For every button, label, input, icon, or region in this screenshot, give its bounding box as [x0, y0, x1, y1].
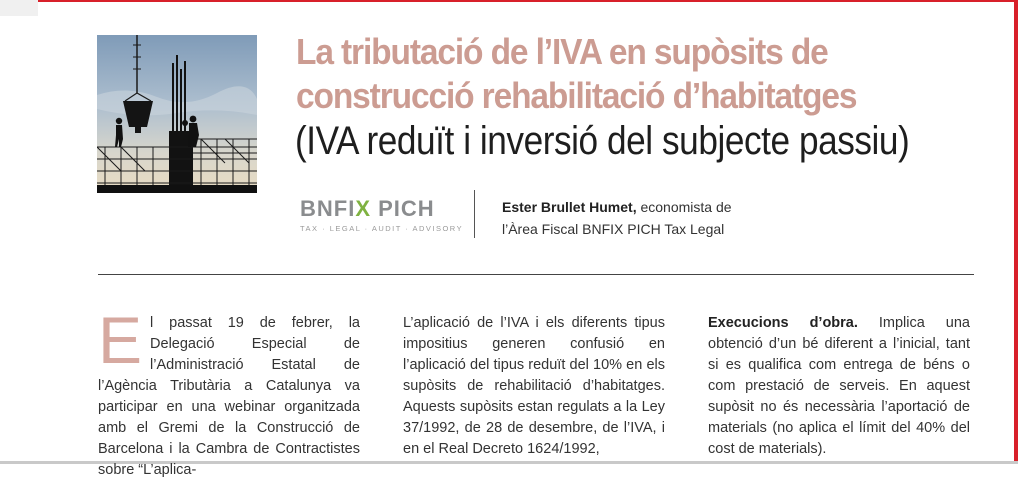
article-title — [296, 30, 938, 118]
author-byline — [502, 196, 732, 240]
logo-tagline: TAX · LEGAL · AUDIT · ADVISORY — [300, 224, 464, 233]
logo-author-divider — [474, 190, 475, 238]
construction-photo — [97, 35, 257, 193]
page-right-border — [1014, 0, 1018, 464]
article-subtitle: (IVA reduït i inversió del subjecte passiu) — [295, 119, 910, 163]
author-role: economista de — [636, 199, 732, 215]
scan-corner-mark — [0, 0, 38, 16]
article-title-line1: La tributació de l’IVA en supòsits de — [296, 31, 828, 72]
author-name: Ester Brullet Humet, — [502, 199, 637, 215]
page-top-border — [0, 0, 1018, 2]
section-heading-execucions: Execucions d’obra. — [708, 315, 858, 331]
author-department: l’Àrea Fiscal BNFIX PICH Tax Legal — [502, 221, 725, 237]
header-divider — [98, 274, 974, 275]
bnfix-pich-logo — [300, 196, 464, 236]
article-column-1 — [98, 303, 360, 481]
article-column-2 — [403, 313, 665, 460]
column-3-text: Implica una obtenció d’un bé diferent a l’inicial, tant si es qualifica com entrega de béns o com prestació de serveis. En aquest supòsit no és necessària l’aportació de materials (no aplica el límit del 40% del cost de materials). — [708, 315, 970, 457]
logo-wordmark: BNFIX PICH — [300, 196, 435, 221]
column-2-text: L’aplicació de l’IVA i els diferents tipus impositius generen confusió en l’aplicació del tipus reduït del 10% en els supòsits de rehabilitació d’habitatges. Aquests supòsits estan regulats a la Ley 37/1992, de 28 de desembre, de l’IVA, i en el Real Decreto 1624/1992, — [403, 315, 665, 457]
article-title-line2: construcció rehabilitació d’habitatges — [296, 75, 857, 116]
column-1-text: l passat 19 de febrer, la Delegació Especial de l’Administració Estatal de l’Agència Tributària a Catalunya va participar en una webinar organitzada amb el Gremi de la Construcció de Barcelona i la Cambra de Contractistes sobre “L’aplica- — [98, 315, 360, 478]
drop-cap: E — [98, 303, 143, 377]
article-column-3 — [708, 313, 970, 460]
